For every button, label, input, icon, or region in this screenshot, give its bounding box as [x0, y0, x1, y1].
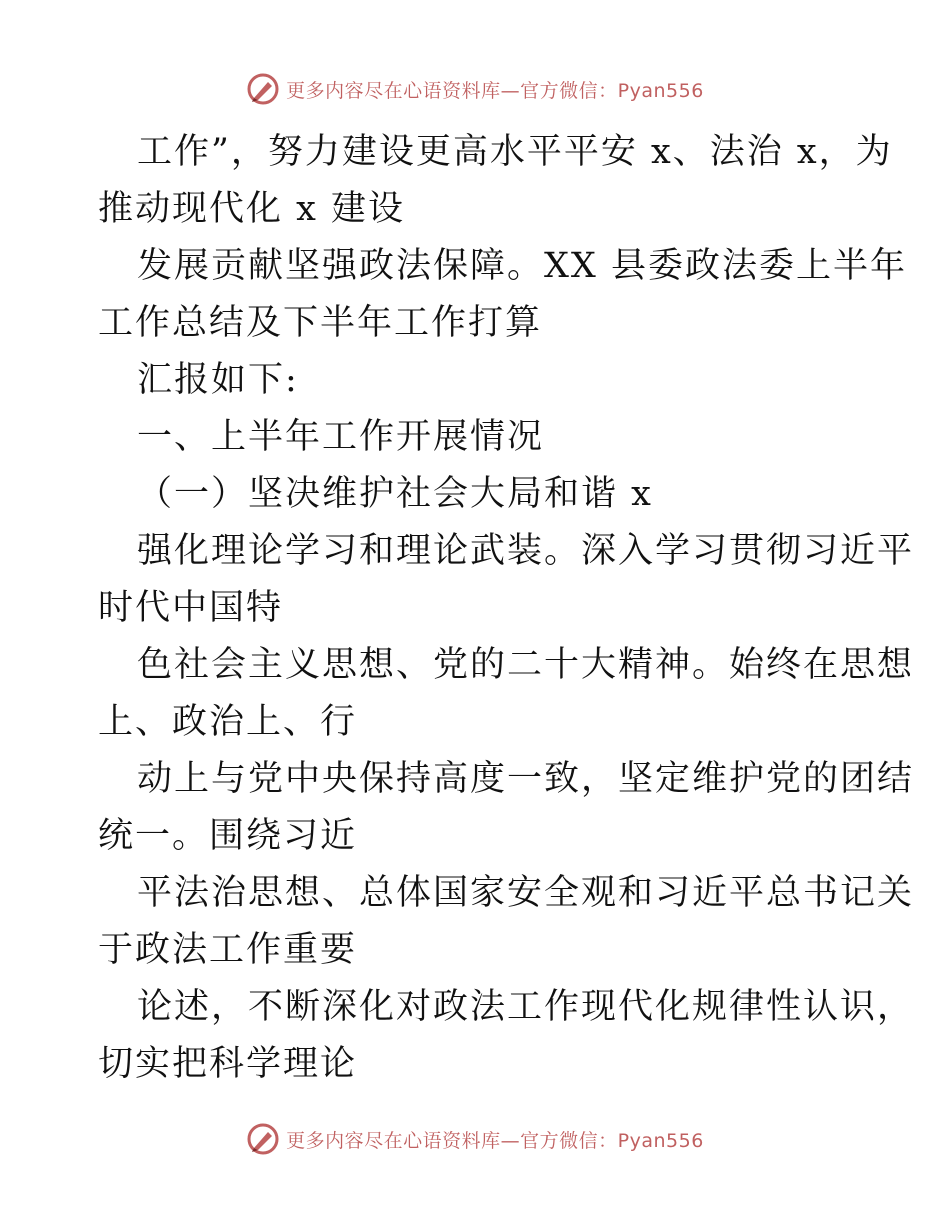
text-line: 动上与党中央保持高度一致，坚定维护党的团结: [137, 759, 915, 799]
watermark-text: 更多内容尽在心语资料库—官方微信：Pyan556: [286, 1129, 704, 1152]
text-line: 推动现代化 x 建设: [98, 189, 405, 229]
text-line: 工作总结及下半年工作打算: [98, 303, 543, 343]
text-line: 时代中国特: [98, 588, 284, 628]
text-line: 上、政治上、行: [98, 702, 358, 742]
subsection-heading: （一）坚决维护社会大局和谐 x: [137, 474, 653, 514]
text-line: 发展贡献坚强政法保障。XX 县委政法委上半年: [137, 246, 907, 286]
text-line: 于政法工作重要: [98, 930, 358, 970]
document-body: [98, 124, 915, 1093]
text-line: 平法治思想、总体国家安全观和习近平总书记关: [137, 873, 915, 913]
footer-watermark: [0, 1122, 950, 1156]
pen-logo-icon: [246, 1122, 280, 1156]
text-line: 切实把科学理论: [98, 1044, 358, 1084]
header-watermark: [0, 72, 950, 106]
text-line: 统一。围绕习近: [98, 816, 358, 856]
watermark-text: 更多内容尽在心语资料库—官方微信：Pyan556: [286, 79, 704, 102]
text-line: 色社会主义思想、党的二十大精神。始终在思想: [137, 645, 915, 685]
text-line: 强化理论学习和理论武装。深入学习贯彻习近平: [137, 531, 915, 571]
text-line: 汇报如下:: [137, 360, 299, 400]
text-line: 工作”，努力建设更高水平平安 x、法治 x，为: [137, 132, 893, 172]
text-line: 论述，不断深化对政法工作现代化规律性认识，: [137, 987, 915, 1027]
section-heading: 一、上半年工作开展情况: [137, 417, 545, 457]
pen-logo-icon: [246, 72, 280, 106]
